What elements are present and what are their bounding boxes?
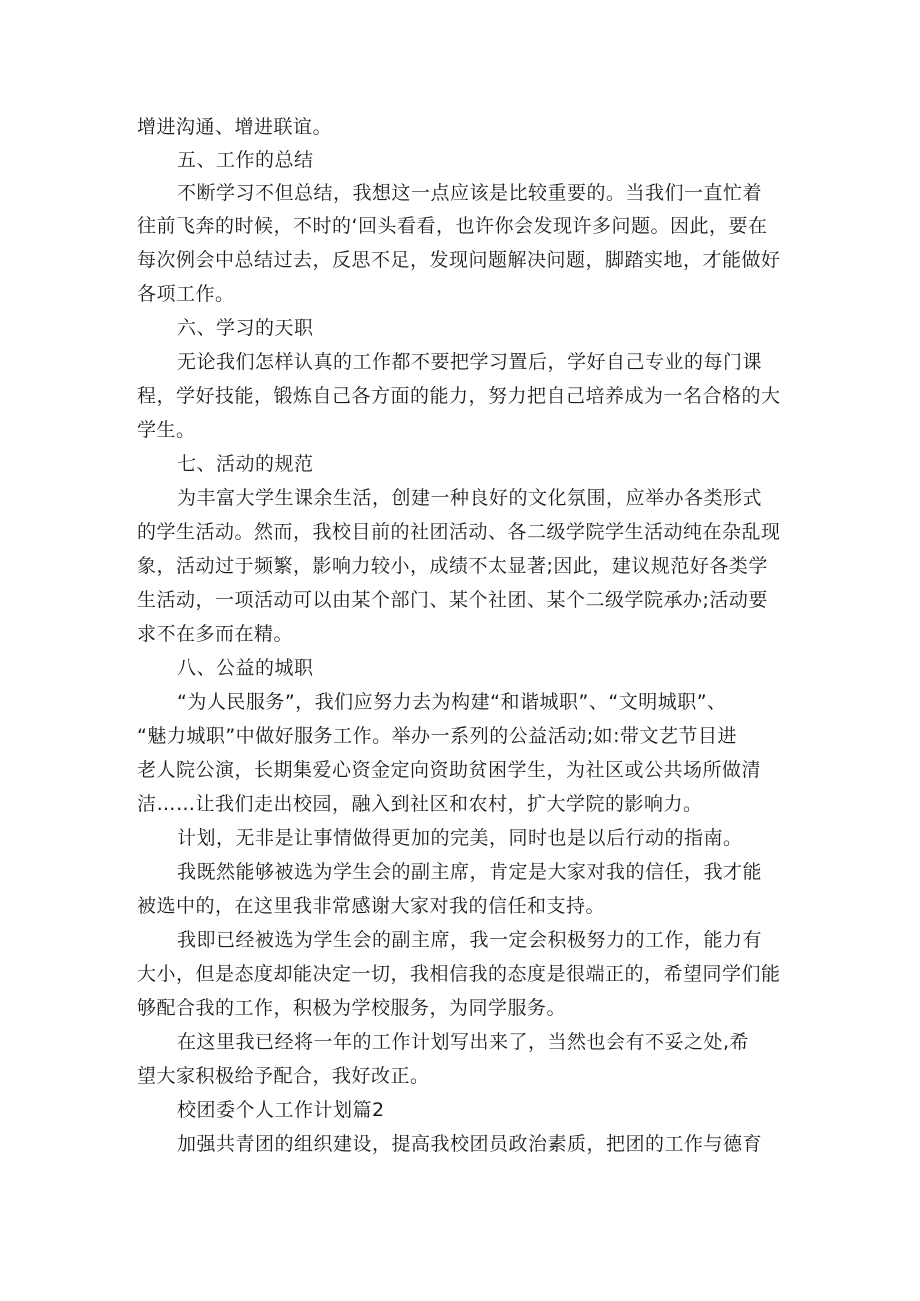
section-heading: 五、工作的总结	[177, 149, 314, 171]
text-line: 被选中的，在这里我非常感谢大家对我的信任和支持。	[137, 895, 606, 917]
text-line: 洁……让我们走出校园，融入到社区和农村，扩大学院的影响力。	[137, 793, 703, 815]
text-line: 增进沟通、增进联谊。	[137, 116, 333, 138]
text-line: 够配合我的工作，积极为学校服务，为同学服务。	[137, 997, 567, 1019]
text-line: 不断学习不但总结，我想这一点应该是比较重要的。当我们一直忙着	[177, 182, 763, 204]
section-heading: 七、活动的规范	[177, 453, 314, 475]
text-line: 加强共青团的组织建设，提高我校团员政治素质，把团的工作与德育	[177, 1133, 763, 1155]
text-line: 每次例会中总结过去，反思不足，发现问题解决问题，脚踏实地，才能做好	[137, 249, 781, 271]
text-line: 各项工作。	[137, 283, 235, 305]
text-line: 我即已经被选为学生会的副主席，我一定会积极努力的工作，能力有	[177, 929, 763, 951]
text-line: “魅力城职”中做好服务工作。举办一系列的公益活动;如:带文艺节目进	[137, 725, 737, 747]
text-line: 求不在多而在精。	[137, 623, 294, 645]
text-line: 大小，但是态度却能决定一切，我相信我的态度是很端正的，希望同学们能	[137, 963, 781, 985]
article-heading: 校团委个人工作计划篇2	[177, 1099, 385, 1121]
text-line: 象，活动过于频繁，影响力较小，成绩不太显著;因此，建议规范好各类学	[137, 555, 768, 577]
text-line: 在这里我已经将一年的工作计划写出来了，当然也会有不妥之处,希	[177, 1031, 750, 1053]
text-line: 的学生活动。然而，我校目前的社团活动、各二级学院学生活动纯在杂乱现	[137, 521, 781, 543]
text-line: 我既然能够被选为学生会的副主席，肯定是大家对我的信任，我才能	[177, 861, 763, 883]
text-line: “为人民服务”，我们应努力去为构建“和谐城职”、“文明城职”、	[177, 691, 727, 713]
text-line: 学生。	[137, 419, 196, 441]
text-line: 生活动，一项活动可以由某个部门、某个社团、某个二级学院承办;活动要	[137, 589, 768, 611]
section-heading: 八、公益的城职	[177, 657, 314, 679]
text-line: 往前飞奔的时候，不时的‘回头看看，也许你会发现许多问题。因此，要在	[137, 215, 768, 237]
text-line: 为丰富大学生课余生活，创建一种良好的文化氛围，应举办各类形式	[177, 487, 763, 509]
text-line: 无论我们怎样认真的工作都不要把学习置后，学好自己专业的每门课	[177, 351, 763, 373]
text-line: 望大家积极给予配合，我好改正。	[137, 1065, 430, 1087]
text-line: 计划，无非是让事情做得更加的完美，同时也是以后行动的指南。	[177, 827, 743, 849]
text-line: 老人院公演，长期集爱心资金定向资助贫困学生，为社区或公共场所做清	[137, 759, 762, 781]
text-line: 程，学好技能，锻炼自己各方面的能力，努力把自己培养成为一名合格的大	[137, 385, 781, 407]
section-heading: 六、学习的天职	[177, 317, 314, 339]
